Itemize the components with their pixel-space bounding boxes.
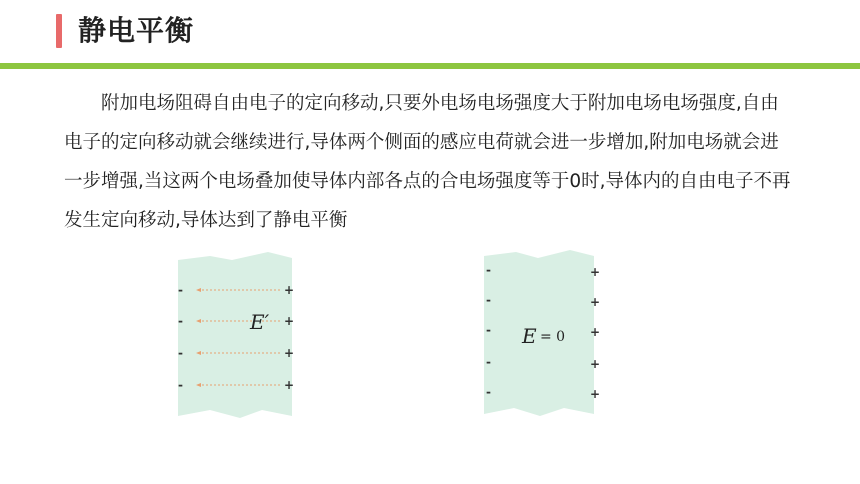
positive-charge: + <box>590 265 601 279</box>
positive-charge: + <box>590 325 601 339</box>
field-label-induced: E′ <box>250 310 270 334</box>
negative-charge: - <box>178 314 183 328</box>
positive-charge: + <box>590 295 601 309</box>
conductor-slab-right <box>484 250 594 416</box>
negative-charge: - <box>486 263 491 277</box>
positive-charge: + <box>284 378 295 392</box>
conductor-slab-left <box>178 252 295 418</box>
positive-charge: + <box>284 346 295 360</box>
positive-charge: + <box>284 283 295 297</box>
negative-charge: - <box>486 385 491 399</box>
positive-charge: + <box>590 357 601 371</box>
figure-equilibrium <box>478 246 608 420</box>
title-accent-bar <box>56 14 62 48</box>
field-value-zero: = 0 <box>540 329 566 345</box>
field-label-equilibrium: E <box>522 324 537 348</box>
header-divider <box>0 63 860 69</box>
negative-charge: - <box>486 323 491 337</box>
page-title: 静电平衡 <box>78 14 195 47</box>
negative-charge: - <box>178 283 183 297</box>
negative-charge: - <box>486 293 491 307</box>
negative-charge: - <box>486 355 491 369</box>
figure-induced-field <box>170 248 310 422</box>
body-paragraph: 附加电场阻碍自由电子的定向移动,只要外电场电场强度大于附加电场电场强度,自由电子的定向移动就会继续进行,导体两个侧面的感应电荷就会进一步增加,附加电场就会进一步增强,当这两个电场叠加使导体内部各点的合电场强度等于0时,导体内的自由电子不再发生定向移动,导体达到了静电平衡 <box>64 93 791 231</box>
negative-charge: - <box>178 378 183 392</box>
positive-charge: + <box>284 314 295 328</box>
positive-charge: + <box>590 387 601 401</box>
negative-charge: - <box>178 346 183 360</box>
